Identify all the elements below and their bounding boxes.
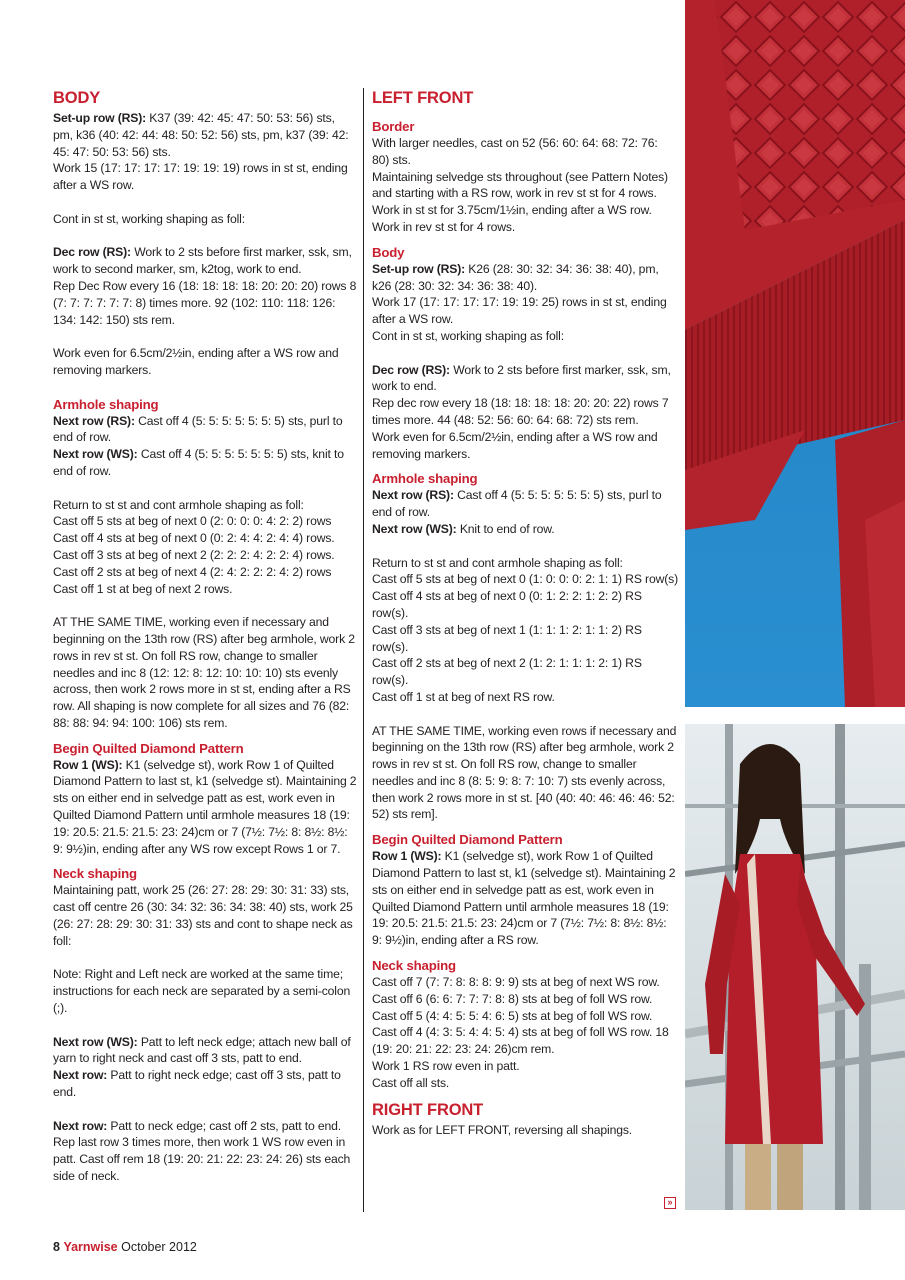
mid-rep-dec: Rep dec row every 18 (18: 18: 18: 18: 20: 20: 22) rows 7 times more. 44 (48: 52: 56: 60: 64: 68: 72) sts rem. [372, 396, 669, 427]
column-divider [363, 88, 364, 1212]
cast-off-4: Cast off 4 sts at beg of next 0 (0: 2: 4: 4: 2: 4: 4) rows. [53, 531, 335, 546]
mid-armhole-heading: Armhole shaping [372, 471, 478, 487]
mid-next-rs-label: Next row (RS): [372, 488, 454, 503]
left-column [53, 88, 357, 1185]
next-row-neck [53, 1067, 357, 1101]
next-row-rs [53, 413, 357, 447]
next-ws-text: Cast off 4 (5: 5: 5: 5: 5: 5: 5) sts, knit to end of row. [53, 447, 344, 478]
cast-off-2: Cast off 2 sts at beg of next 4 (2: 4: 2: 2: 2: 4: 2) rows [53, 564, 332, 579]
row1-label: Row 1 (WS): [53, 757, 123, 772]
right-front-heading: RIGHT FRONT [372, 1100, 484, 1119]
mid-setup-label: Set-up row (RS): [372, 261, 466, 276]
mid-dec-label: Dec row (RS): [372, 362, 450, 377]
next-rs-label: Next row (RS): [53, 413, 135, 428]
page-footer [53, 1240, 197, 1254]
border-4: Work in rev st st for 4 rows. [372, 219, 516, 234]
nr-text: Patt to right neck edge; cast off 3 sts, patt to end. [53, 1068, 341, 1100]
mid-setup-text: K26 (28: 30: 32: 34: 36: 38: 40), pm, k26 (28: 30: 32: 34: 36: 38: 40). [372, 261, 659, 293]
border-1: With larger needles, cast on 52 (56: 60: 64: 68: 72: 76: 80) sts. [372, 136, 658, 167]
continue-arrow-icon: » [664, 1197, 676, 1209]
next-row-neck-2 [53, 1118, 357, 1185]
knit-closeup-illustration [685, 0, 905, 707]
brand-name: Yarnwise [63, 1240, 118, 1254]
mid-neck-heading: Neck shaping [372, 958, 456, 974]
cast-off-1: Cast off 1 st at beg of next 2 rows. [53, 581, 233, 596]
mid-row1-text: K1 (selvedge st), work Row 1 of Quilted Diamond Pattern to last st, k1 (selvedge st). Maintaining 2 sts on either end in selvedge patt as est, work even in Quilted Diamond Pattern until armhole measures 18 (19: 19: 20.5: 21.5: 21.5: 23: 24)cm or 7 (7½: 7½: 8: 8½: 8½: 9: 9½)in, ending after a RS row. [372, 849, 676, 948]
next-rs-text: Cast off 4 (5: 5: 5: 5: 5: 5: 5) sts, purl to end of row. [53, 413, 343, 445]
work-rows: Work 15 (17: 17: 17: 17: 19: 19: 19) rows in st st, ending after a WS row. [53, 161, 348, 193]
neck-line-5: Work 1 RS row even in patt. [372, 1059, 520, 1074]
mid-cast-off-4: Cast off 4 sts at beg of next 0 (0: 1: 2: 2: 1: 2: 2) RS row(s). [372, 589, 642, 620]
nr-ws-label: Next row (WS): [53, 1034, 138, 1049]
armhole-heading: Armhole shaping [53, 396, 159, 412]
cast-off-5: Cast off 5 sts at beg of next 0 (2: 0: 0: 0: 4: 2: 2) rows [53, 514, 332, 529]
model-illustration [685, 724, 905, 1210]
neck-line-3: Cast off 5 (4: 4: 5: 5: 4: 6: 5) sts at beg of foll WS row. [372, 1008, 653, 1023]
left-front-heading: LEFT FRONT [372, 89, 474, 107]
model-photo [685, 724, 905, 1210]
cast-off-3: Cast off 3 sts at beg of next 2 (2: 2: 2: 4: 2: 2: 4) rows. [53, 547, 335, 562]
border-heading: Border [372, 119, 415, 134]
dec-text: Work to 2 sts before first marker, ssk, sm, work to second marker, sm, k2tog, work to end. [53, 245, 352, 277]
neck-text: Maintaining patt, work 25 (26: 27: 28: 29: 30: 31: 33) sts, cast off centre 26 (30: 34: 32: 36: 34: 38: 40) sts, work 25 (26: 27: 28: 29: 30: 31: 33) sts and cont to shape neck as foll: [53, 883, 353, 948]
mid-dec-text: Work to 2 sts before first marker, ssk, sm, work to end. [372, 362, 671, 394]
next-row-ws [53, 446, 357, 480]
mid-work-rows: Work 17 (17: 17: 17: 17: 19: 19: 25) rows in st st, ending after a WS row. [372, 295, 667, 327]
issue-date: October 2012 [121, 1240, 197, 1254]
neck-line-4: Cast off 4 (4: 3: 5: 4: 4: 5: 4) sts at beg of foll WS row. 18 (19: 20: 21: 22: 23: 24: 26)cm rem. [372, 1025, 669, 1057]
mid-next-row-ws [372, 521, 678, 538]
dec-label: Dec row (RS): [53, 245, 131, 260]
page-number: 8 [53, 1240, 60, 1254]
nr2-label: Next row: [53, 1118, 108, 1133]
right-front-text: Work as for LEFT FRONT, reversing all shapings. [372, 1122, 633, 1137]
knit-closeup-photo [685, 0, 905, 707]
body-heading: BODY [53, 89, 101, 107]
mid-work-even: Work even for 6.5cm/2½in, ending after a WS row and removing markers. [372, 429, 658, 461]
mid-cast-off-1: Cast off 1 st at beg of next RS row. [372, 689, 555, 704]
mid-cast-off-2: Cast off 2 sts at beg of next 2 (1: 2: 1: 1: 1: 2: 1) RS row(s). [372, 656, 642, 688]
neck-line-2: Cast off 6 (6: 6: 7: 7: 7: 8: 8) sts at beg of foll WS row. [372, 991, 653, 1006]
mid-setup-row [372, 261, 678, 295]
neck-line-1: Cast off 7 (7: 7: 8: 8: 8: 9: 9) sts at beg of next WS row. [372, 975, 660, 990]
mid-body-heading: Body [372, 244, 405, 260]
same-time: AT THE SAME TIME, working even if necessary and beginning on the 13th row (RS) after beg armhole, work 2 rows in rev st st. On foll RS row, change to smaller needles and inc 8 (12: 12: 8: 12: 10: 10: 10) sts evenly across, then work 2 rows more in st st, ending after a RS row. All shaping is now complete for all sizes and 76 (82: 88: 88: 94: 94: 100: 106) sts rem. [53, 615, 355, 730]
border-3: Work in st st for 3.75cm/1½in, ending after a WS row. [372, 203, 652, 218]
mid-row1-label: Row 1 (WS): [372, 849, 442, 864]
mid-dec-row [372, 362, 678, 396]
row1-text: K1 (selvedge st), work Row 1 of Quilted Diamond Pattern to last st, k1 (selvedge st). Maintaining 2 sts on either end in selvedge patt as est, work even in Quilted Diamond Pattern until armhole measures 18 (19: 19: 20.5: 21.5: 21.5: 23: 24)cm or 7 (7½: 7½: 8: 8½: 8½: 9: 9½)in, ending after any WS row except Rows 1 or 7. [53, 757, 357, 856]
return-text: Return to st st and cont armhole shaping as foll: [53, 497, 304, 512]
mid-same-time: AT THE SAME TIME, working even rows if necessary and beginning on the 13th row (RS) after beg armhole, work 2 rows in rev st st. On foll RS row, change to smaller needles and inc 8 (8: 5: 9: 8: 7: 10: 7) sts evenly across, then work 2 rows more in st st. [40 (40: 40: 46: 46: 46: 52: 52) sts rem]. [372, 723, 677, 822]
rep-dec: Rep Dec Row every 16 (18: 18: 18: 18: 20: 20: 20) rows 8 (7: 7: 7: 7: 7: 7: 8) times more. 92 (102: 110: 118: 126: 134: 142: 150) sts rem. [53, 278, 357, 327]
setup-label: Set-up row (RS): [53, 111, 147, 125]
mid-next-row-rs [372, 487, 678, 521]
mid-next-rs-text: Cast off 4 (5: 5: 5: 5: 5: 5: 5) sts, purl to end of row. [372, 488, 662, 520]
neck-line-6: Cast off all sts. [372, 1075, 450, 1090]
next-ws-label: Next row (WS): [53, 447, 138, 462]
nr-label: Next row: [53, 1068, 108, 1083]
mid-cont-text: Cont in st st, working shaping as foll: [372, 328, 564, 343]
next-row-ws-neck [53, 1034, 357, 1068]
mid-return-text: Return to st st and cont armhole shaping as foll: [372, 555, 623, 570]
nr2-text: Patt to neck edge; cast off 2 sts, patt to end. Rep last row 3 times more, then work 1 WS row even in patt. Cast off rem 18 (19: 20: 21: 22: 23: 24: 26) sts each side of neck. [53, 1118, 351, 1184]
border-2: Maintaining selvedge sts throughout (see Pattern Notes) and starting with a RS row, work in rev st st for 4 rows. [372, 169, 668, 201]
cont-text: Cont in st st, working shaping as foll: [53, 211, 245, 226]
mid-next-ws-text: Knit to end of row. [456, 521, 555, 536]
row-1 [53, 757, 357, 858]
setup-text: K37 (39: 42: 45: 47: 50: 53: 56) sts, pm, k36 (40: 42: 44: 48: 50: 52: 56) sts, pm, k37 (39: 42: 45: 47: 50: 53: 56) sts. [53, 111, 349, 159]
mid-row-1 [372, 848, 678, 949]
dec-row [53, 244, 357, 278]
mid-cast-off-3: Cast off 3 sts at beg of next 1 (1: 1: 1: 2: 1: 1: 2) RS row(s). [372, 622, 642, 654]
mid-cast-off-5: Cast off 5 sts at beg of next 0 (1: 0: 0: 0: 2: 1: 1) RS row(s) [372, 572, 678, 587]
note-text: Note: Right and Left neck are worked at the same time; instructions for each neck are separated by a semi-colon (;). [53, 967, 351, 1016]
middle-column [372, 88, 678, 1138]
quilted-heading: Begin Quilted Diamond Pattern [53, 740, 244, 756]
nr-ws-text: Patt to left neck edge; attach new ball of yarn to right neck and cast off 3 sts, patt to end. [53, 1034, 351, 1066]
work-even: Work even for 6.5cm/2½in, ending after a WS row and removing markers. [53, 346, 339, 377]
setup-row [53, 110, 357, 160]
neck-heading: Neck shaping [53, 866, 137, 882]
mid-quilted-heading: Begin Quilted Diamond Pattern [372, 832, 563, 848]
mid-next-ws-label: Next row (WS): [372, 521, 457, 536]
